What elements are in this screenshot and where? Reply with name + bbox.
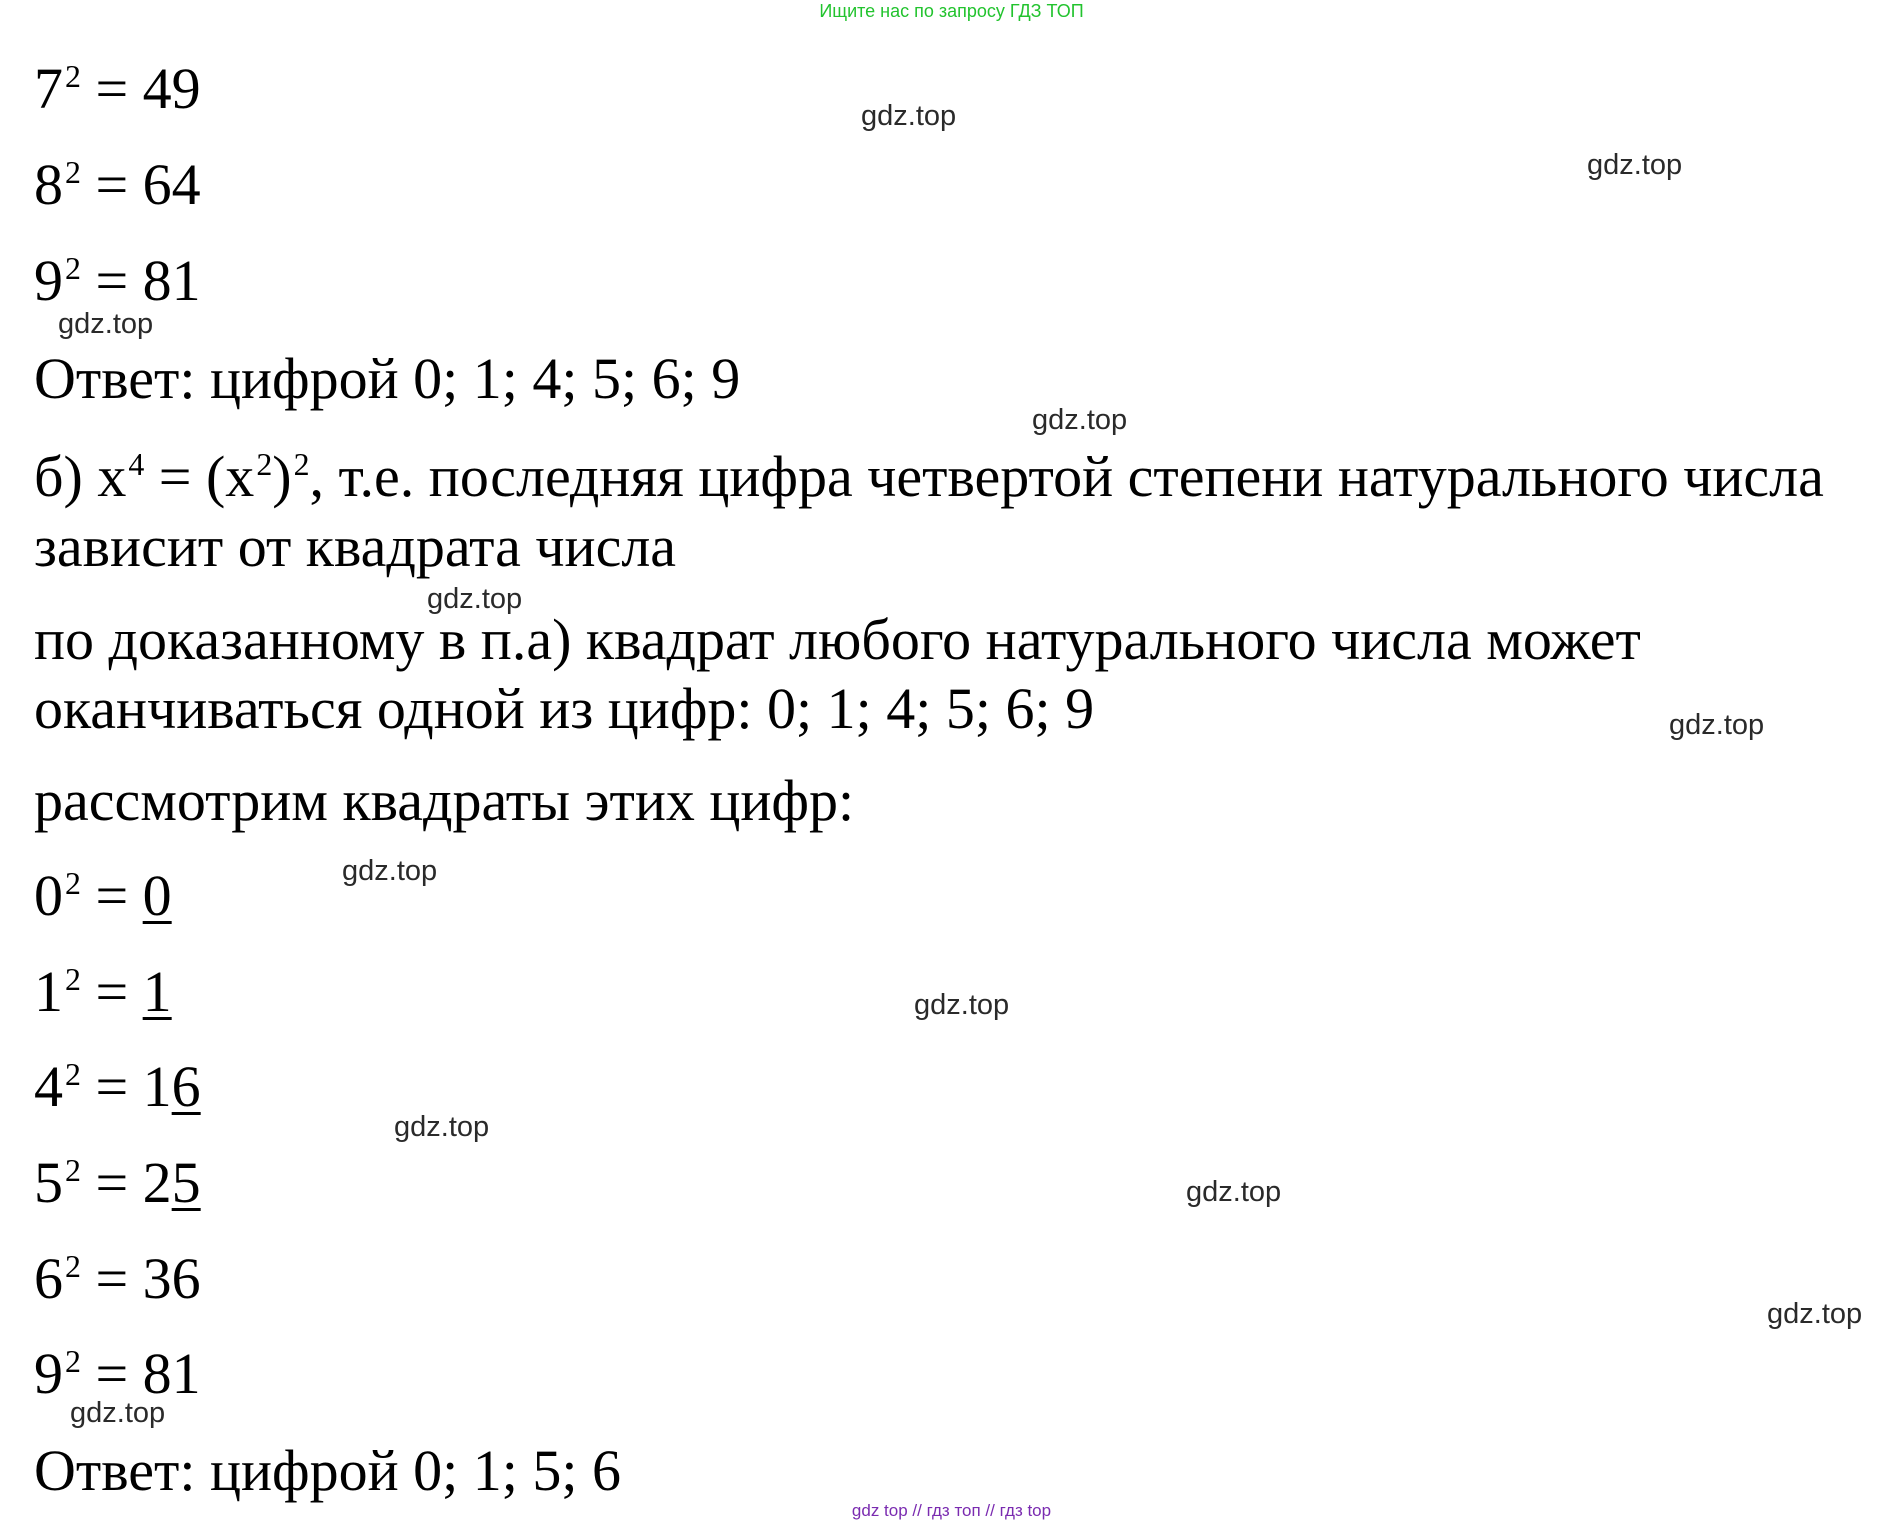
last-digit: 5 — [171, 1150, 201, 1215]
watermark: gdz.top — [342, 855, 438, 887]
top-banner: Ищите нас по запросу ГДЗ ТОП — [819, 1, 1084, 21]
equation-8-squared: $8^2 = 64$ — [34, 152, 201, 217]
equation-b-6-squared: $6^2 = 36$ — [34, 1246, 201, 1311]
part-b-statement: б) $x^4 = (x^2)^2$, т.е. последняя цифра четвертой степени натурального числа — [34, 444, 1824, 509]
watermark: gdz.top — [1587, 149, 1683, 181]
watermark: gdz.top — [427, 583, 523, 615]
equation-9-squared: $9^2 = 81$ — [34, 248, 201, 313]
last-digit: 6 — [171, 1054, 201, 1119]
equation-b-1-squared: $1^2 = 1$ — [34, 959, 172, 1024]
last-digit: 1 — [142, 959, 172, 1024]
watermark: gdz.top — [70, 1397, 166, 1429]
part-b-line5: рассмотрим квадраты этих цифр: — [34, 768, 855, 833]
answer-b: Ответ: цифрой 0; 1; 5; 6 — [34, 1438, 622, 1503]
equation-b-9-squared: $9^2 = 81$ — [34, 1341, 201, 1406]
watermark: gdz.top — [1669, 709, 1765, 741]
equation-b-4-squared: $4^2 = 16$ — [34, 1054, 201, 1119]
watermark: gdz.top — [861, 100, 957, 132]
watermark: gdz.top — [394, 1111, 490, 1143]
part-b-line3: по доказанному в п.а) квадрат любого натурального числа может — [34, 607, 1641, 672]
watermark: gdz.top — [58, 308, 154, 340]
equation-b-5-squared: $5^2 = 25$ — [34, 1150, 201, 1215]
watermark: gdz.top — [1767, 1298, 1863, 1330]
equation-b-0-squared: $0^2 = 0$ — [34, 863, 172, 928]
watermark: gdz.top — [1032, 404, 1128, 436]
equation-7-squared: $7^2 = 49$ — [34, 56, 201, 121]
last-digit: 0 — [142, 863, 172, 928]
bottom-banner: gdz top // гдз топ // гдз top — [851, 1501, 1052, 1520]
part-b-line4: оканчиваться одной из цифр: 0; 1; 4; 5; 6; 9 — [34, 676, 1095, 741]
watermark: gdz.top — [1186, 1176, 1282, 1208]
watermark: gdz.top — [914, 989, 1010, 1021]
part-b-line2: зависит от квадрата числа — [34, 514, 677, 579]
answer-a: Ответ: цифрой 0; 1; 4; 5; 6; 9 — [34, 346, 741, 411]
